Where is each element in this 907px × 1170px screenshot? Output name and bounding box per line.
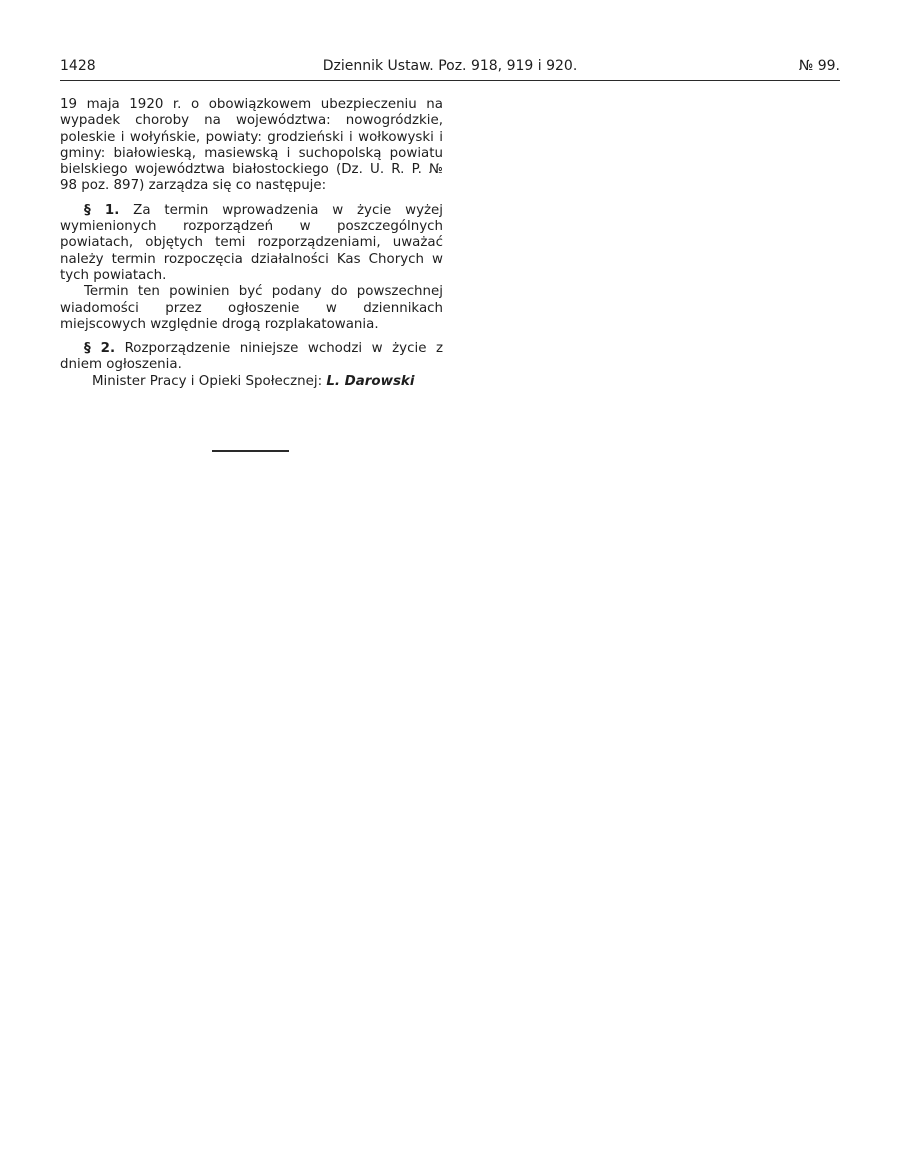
header-rule [60, 80, 840, 81]
intro-paragraph: 19 maja 1920 r. o obowiązkowem ubezpieczeniu na wypadek choroby na województwa: nowogródzkie, poleskie i wołyńskie, powiaty: grodzieński i wołkowyski i gminy: białowieską, masiewską i suchopolską powiatu bielskiego województwa białostockiego (Dz. U. R. P. № 98 poz. 897) zarządza się co następuje: [60, 97, 443, 194]
page-header [60, 58, 840, 80]
section-1-paragraph-2: Termin ten powinien być podany do powszechnej wiadomości przez ogłoszenie w dziennikach miejscowych względnie drogą rozplakatowania. [60, 284, 443, 332]
section-2 [60, 341, 443, 374]
end-rule [212, 450, 289, 452]
page-number: 1428 [60, 58, 96, 74]
section-1-text: Za termin wprowadzenia w życie wyżej wymienionych rozporządzeń w poszczególnych powiatach, objętych temi rozporządzeniami, uważać należy termin rozpoczęcia działalności Kas Chorych w tych powiatach. [60, 202, 443, 283]
text-column [60, 97, 443, 390]
signature-line [60, 374, 443, 390]
issue-number: № 99. [798, 58, 840, 74]
section-2-label: § 2. [84, 341, 116, 357]
section-2-text: Rozporządzenie niniejsze wchodzi w życie z dniem ogłoszenia. [60, 341, 444, 373]
journal-title: Dziennik Ustaw. Poz. 918, 919 i 920. [322, 58, 578, 74]
section-1-label: § 1. [84, 202, 120, 218]
signature-name: L. Darowski [326, 373, 415, 389]
section-1 [60, 203, 443, 284]
signature-role: Minister Pracy i Opieki Społecznej: [92, 373, 323, 389]
